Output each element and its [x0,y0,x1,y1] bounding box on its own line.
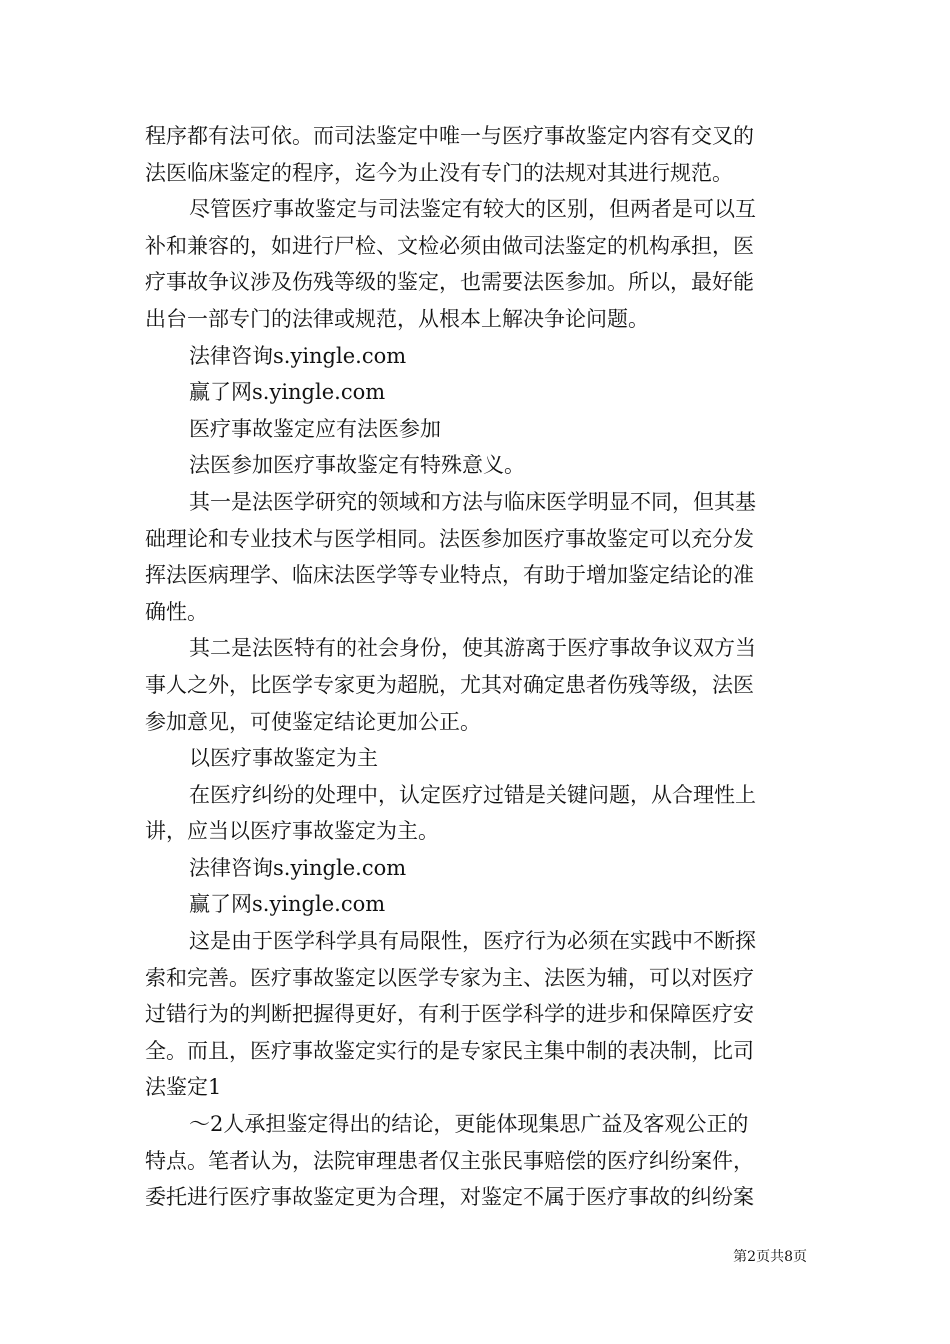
text-line: 其二是法医特有的社会身份，使其游离于医疗事故争议双方当 [189,636,756,661]
text-line: 疗事故争议涉及伤残等级的鉴定，也需要法医参加。所以，最好能 [145,270,754,295]
text-line: 程序都有法可依。而司法鉴定中唯一与医疗事故鉴定内容有交叉的 [145,124,754,148]
text-line: 在医疗纠纷的处理中，认定医疗过错是关键问题，从合理性上 [189,782,756,807]
text-line: 赢了网s.yingle.com [189,892,386,917]
text-line: ～2人承担鉴定得出的结论，更能体现集思广益及客观公正的 [189,1112,749,1137]
text-line: 讲，应当以医疗事故鉴定为主。 [145,819,439,844]
text-line: 全。而且，医疗事故鉴定实行的是专家民主集中制的表决制，比司 [145,1038,754,1063]
text-line: 确性。 [145,599,208,624]
document-body [145,118,810,1216]
text-line: 过错行为的判断把握得更好，有利于医学科学的进步和保障医疗安 [145,1002,754,1027]
text-line: 特点。笔者认为，法院审理患者仅主张民事赔偿的医疗纠纷案件， [145,1148,754,1173]
text-line: 这是由于医学科学具有局限性，医疗行为必须在实践中不断探 [189,929,756,954]
page-number: 第2页共8页 [733,1249,807,1265]
text-line: 以医疗事故鉴定为主 [189,746,378,771]
text-line: 法医参加医疗事故鉴定有特殊意义。 [189,453,525,478]
text-line: 法医临床鉴定的程序，迄今为止没有专门的法规对其进行规范。 [145,160,733,185]
text-line: 础理论和专业技术与医学相同。法医参加医疗事故鉴定可以充分发 [145,526,754,551]
text-line: 其一是法医学研究的领域和方法与临床医学明显不同，但其基 [189,489,756,514]
text-line: 事人之外，比医学专家更为超脱，尤其对确定患者伤残等级，法医 [145,672,754,697]
text-line: 医疗事故鉴定应有法医参加 [189,416,441,441]
text-line: 赢了网s.yingle.com [189,380,386,405]
text-line: 法律咨询s.yingle.com [189,855,407,880]
text-line: 法鉴定1 [145,1075,222,1100]
text-line: 尽管医疗事故鉴定与司法鉴定有较大的区别，但两者是可以互 [189,197,756,222]
text-line: 出台一部专门的法律或规范，从根本上解决争论问题。 [145,306,649,331]
text-line: 挥法医病理学、临床法医学等专业特点，有助于增加鉴定结论的准 [145,563,754,588]
text-line: 补和兼容的，如进行尸检、文检必须由做司法鉴定的机构承担，医 [145,233,754,258]
text-line: 委托进行医疗事故鉴定更为合理，对鉴定不属于医疗事故的纠纷案 [145,1185,754,1210]
text-line: 法律咨询s.yingle.com [189,343,407,368]
text-line: 索和完善。医疗事故鉴定以医学专家为主、法医为辅，可以对医疗 [145,965,754,990]
text-line: 参加意见，可使鉴定结论更加公正。 [145,709,481,734]
